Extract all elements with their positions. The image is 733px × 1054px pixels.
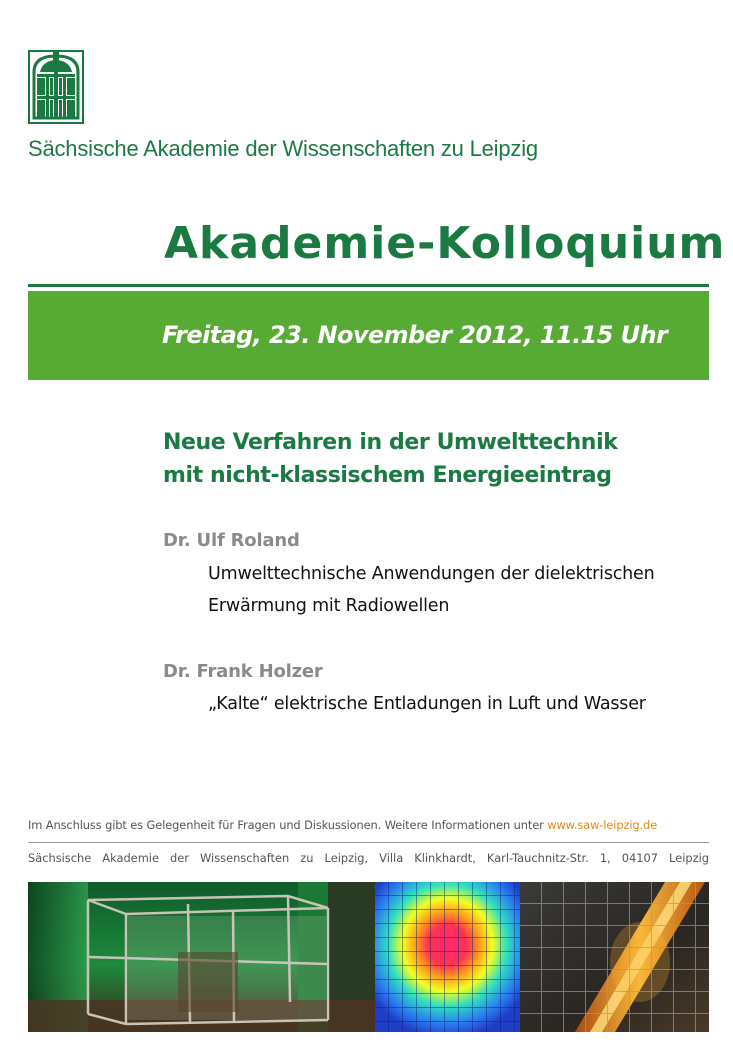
speaker-2-name: Dr. Frank Holzer (163, 661, 323, 682)
title-divider (28, 284, 709, 287)
topic-line-2: mit nicht-klassischem Energieeintrag (163, 463, 612, 488)
photo-lab-cabinet (28, 882, 375, 1032)
talk-1-title (208, 558, 655, 622)
footer-divider (28, 842, 709, 843)
photo-thermal-image (375, 882, 520, 1032)
photo-strip (28, 882, 709, 1032)
date-banner (28, 291, 709, 380)
speaker-1-name: Dr. Ulf Roland (163, 530, 300, 551)
event-title: Akademie-Kolloquium (164, 218, 726, 269)
talk-2-title-line-1: „Kalte“ elektrische Entladungen in Luft und Wasser (208, 694, 646, 714)
talk-1-title-line-1: Umwelttechnische Anwendungen der dielektrischen (208, 564, 655, 584)
organization-name: Sächsische Akademie der Wissenschaften zu Leipzig (28, 136, 538, 161)
colloquium-topic (163, 426, 617, 492)
photo-discharge-tube (520, 882, 709, 1032)
talk-1-title-line-2: Erwärmung mit Radiowellen (208, 596, 450, 616)
academy-logo (28, 50, 84, 124)
talk-2-title (208, 688, 646, 720)
event-date: Freitag, 23. November 2012, 11.15 Uhr (162, 321, 668, 349)
website-link[interactable]: www.saw-leipzig.de (547, 818, 658, 832)
topic-line-1: Neue Verfahren in der Umwelttechnik (163, 430, 618, 455)
info-line (28, 818, 709, 832)
address-line: Sächsische Akademie der Wissenschaften zu Leipzig, Villa Klinkhardt, Karl-Tauchnitz-Str. 1, 04107 Leipzig (28, 851, 709, 865)
info-text: Im Anschluss gibt es Gelegenheit für Fragen und Diskussionen. Weitere Informationen unter (28, 818, 544, 832)
